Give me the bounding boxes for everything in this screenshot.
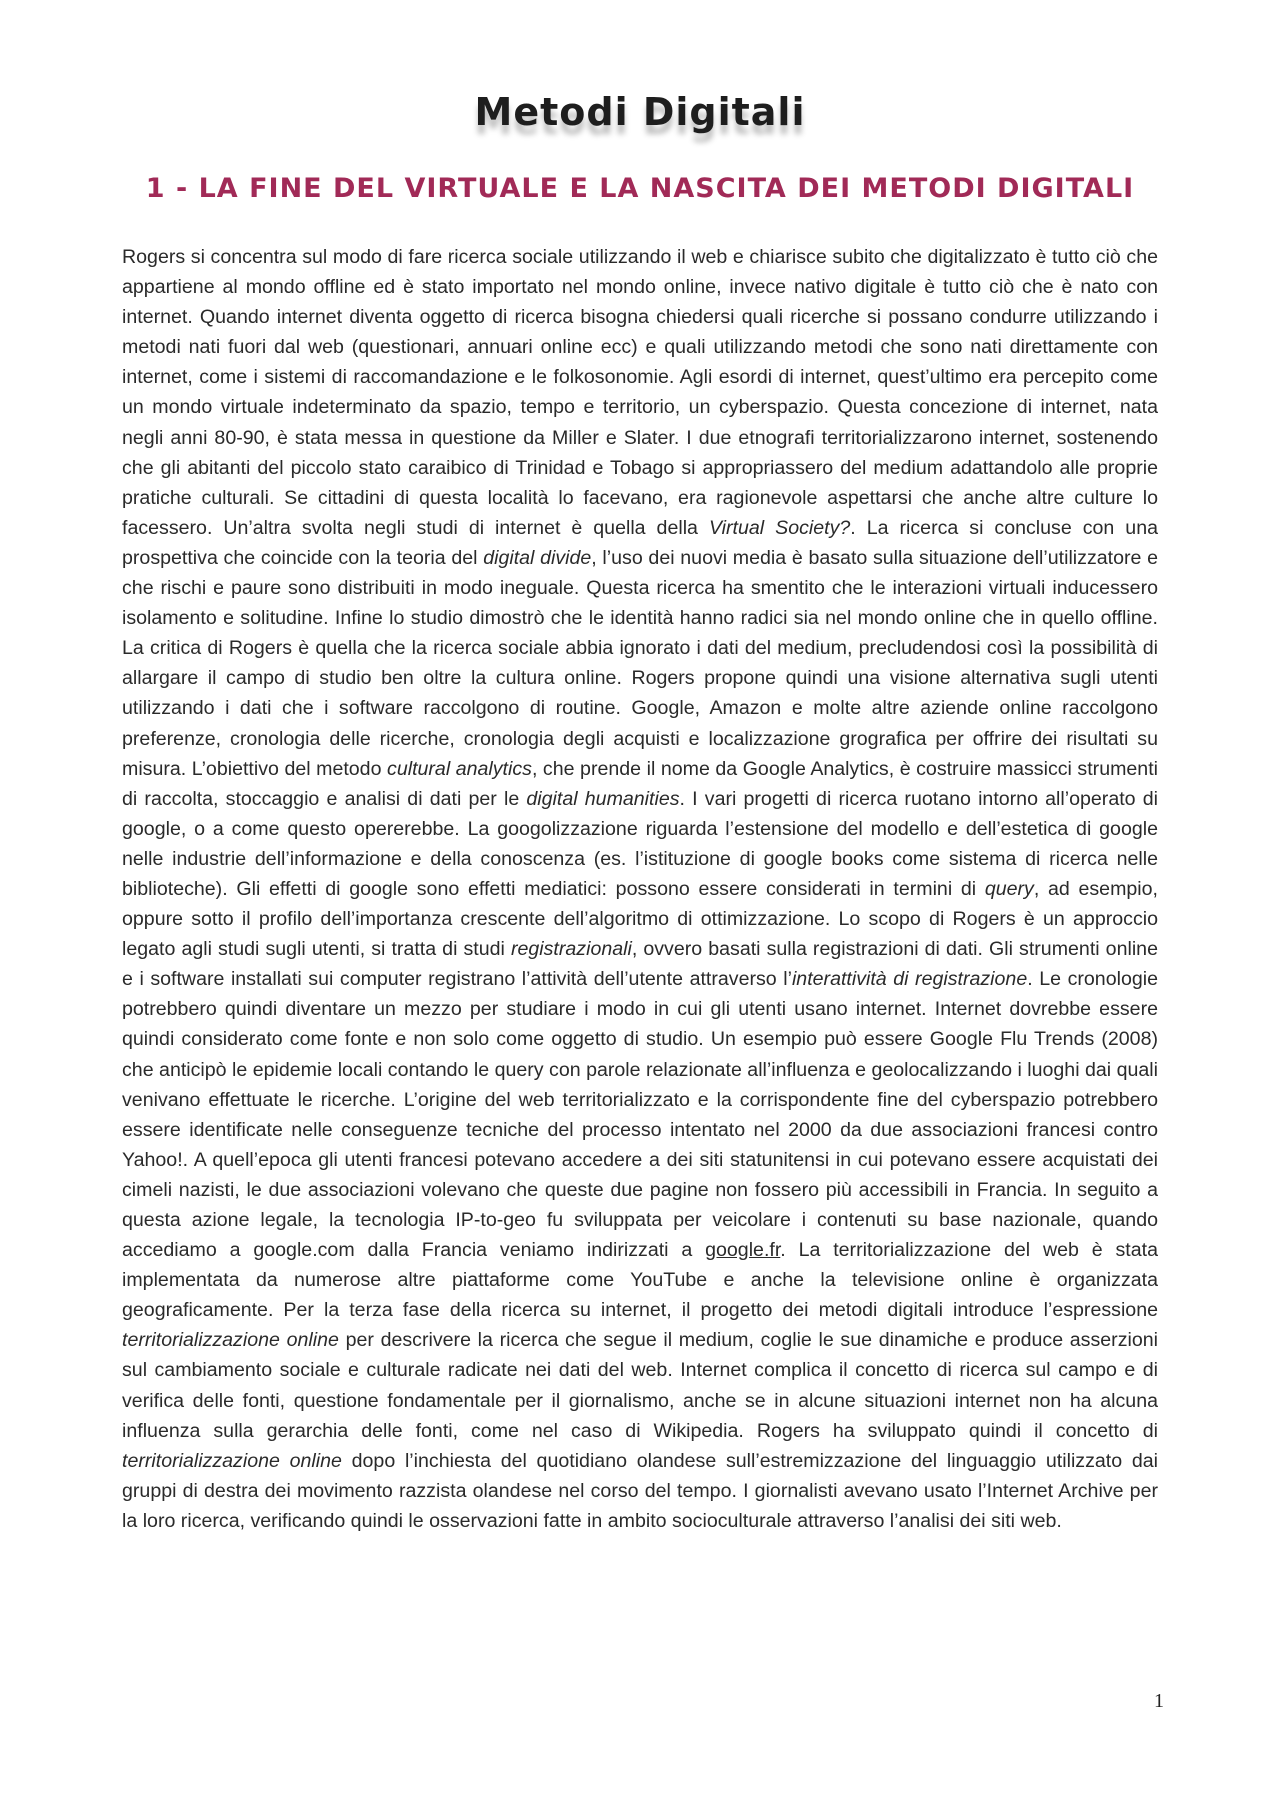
- italic-term: territorializzazione online: [122, 1329, 339, 1352]
- italic-term: digital divide: [483, 546, 592, 569]
- italic-term: interattività di registrazione: [791, 968, 1028, 991]
- italic-term: digital humanities: [526, 787, 680, 810]
- body-text-run: . Le cronologie potrebbero quindi diventare un mezzo per studiare i modo in cui gli utenti usano internet. Internet dovrebbe essere quindi considerato come fonte e non solo come oggetto di studio. Un esempio può essere Google Flu Trends (2008) che anticipò le epidemie locali contando le query con parole relazionate all’influenza e geolocalizzando i luoghi dai quali venivano effettuate le ricerche. L’origine del web territorializzato e la corrispondente fine del cyberspazio potrebbero essere identificate nelle conseguenze tecniche del processo intentato nel 2000 da due associazioni francesi contro Yahoo!. A quell’epoca gli utenti francesi potevano accedere a dei siti statunitensi in cui potevano essere acquistati dei cimeli nazisti, le due associazioni volevano che queste due pagine non fossero più accessibili in Francia. In seguito a questa azione legale, la tecnologia IP-to-geo fu sviluppata per veicolare i contenuti su base nazionale, quando accediamo a google.com dalla Francia veniamo indirizzati a: [122, 968, 1158, 1262]
- italic-term: query: [984, 877, 1034, 900]
- body-text-run: . La territorializzazione del web è stata implementata da numerose altre piattaforme come YouTube e anche la televisione online è organizzata geograficamente. Per la terza fase della ricerca su internet, il progetto dei metodi digitali introduce l’espressione: [122, 1239, 1158, 1322]
- body-text-run: , l’uso dei nuovi media è basato sulla situazione dell’utilizzatore e che rischi e paure sono distribuiti in modo ineguale. Questa ricerca ha smentito che le interazioni virtuali inducessero isolamento e solitudine. Infine lo studio dimostrò che le identità hanno radici sia nel mondo online che in quello offline. La critica di Rogers è quella che la ricerca sociale abbia ignorato i dati del medium, precludendosi così la possibilità di allargare il campo di studio ben oltre la cultura online. Rogers propone quindi una visione alternativa sugli utenti utilizzando i dati che i software raccolgono di routine. Google, Amazon e molte altre aziende online raccolgono preferenze, cronologia delle ricerche, cronologia degli acquisti e localizzazione grografica per offrire dei risultati su misura. L’obiettivo del metodo: [122, 546, 1158, 780]
- body-text-run: , che prende il nome da Google Analytics, è costruire massicci strumenti di raccolta, stoccaggio e analisi di dati per le: [122, 757, 1159, 810]
- body-text-run: . La ricerca si concluse con una prospettiva che coincide con la teoria del: [122, 516, 1158, 569]
- italic-term: Virtual Society?: [708, 516, 851, 539]
- body-text-run: , ad esempio, oppure sotto il profilo dell’importanza crescente dell’algoritmo di ottimizzazione. Lo scopo di Rogers è un approccio legato agli studi sugli utenti, si tratta di studi: [122, 877, 1158, 961]
- body-text-run: Rogers si concentra sul modo di fare ricerca sociale utilizzando il web e chiarisce subito che digitalizzato è tutto ciò che appartiene al mondo offline ed è stato importato nel mondo online, invece nativo digitale è tutto ciò che è nato con internet. Quando internet diventa oggetto di ricerca bisogna chiedersi quali ricerche si possano condurre utilizzando i metodi nati fuori dal web (questionari, annuari online ecc) e quali utilizzando metodi che sono nati direttamente con internet, come i sistemi di raccomandazione e le folkosonomie. Agli esordi di internet, quest’ultimo era percepito come un mondo virtuale indeterminato da spazio, tempo e territorio, un cyberspazio. Questa concezione di internet, nata negli anni 80-90, è stata messa in questione da Miller e Slater. I due etnografi territorializzarono internet, sostenendo che gli abitanti del piccolo stato caraibico di Trinidad e Tobago si appropriassero del medium adattandolo alle proprie pratiche culturali. Se cittadini di questa località lo facevano, era ragionevole aspettarsi che anche altre culture lo facessero. Un’altra svolta negli studi di internet è quella della: [122, 246, 1158, 539]
- page-number: 1: [1154, 1690, 1164, 1712]
- body-text-run: . I vari progetti di ricerca ruotano intorno all’operato di google, o a come questo opererebbe. La googolizzazione riguarda l’estensione del modello e dell’estetica di google nelle industrie dell’informazione e della conoscenza (es. l’istituzione di google books come sistema di ricerca nelle biblioteche). Gli effetti di google sono effetti mediatici: possono essere considerati in termini di: [122, 787, 1158, 900]
- google-fr-link[interactable]: google.fr: [705, 1239, 781, 1262]
- body-paragraph: [122, 242, 1158, 1536]
- body-text-run: , ovvero basati sulla registrazioni di dati. Gli strumenti online e i software installati sui computer registrano l’attività dell’utente attraverso l’: [122, 938, 1158, 991]
- section-heading: 1 - LA FINE DEL VIRTUALE E LA NASCITA DEI METODI DIGITALI: [145, 173, 1135, 204]
- body-text-run: dopo l’inchiesta del quotidiano olandese sull’estremizzazione del linguaggio utilizzato dai gruppi di destra dei movimento razzista olandese nel corso del tempo. I giornalisti avevano usato l’Internet Archive per la loro ricerca, verificando quindi le osservazioni fatte in ambito socioculturale attraverso l’analisi dei siti web.: [122, 1449, 1158, 1532]
- document-title: Metodi Digitali: [474, 90, 806, 134]
- italic-term: cultural analytics: [387, 757, 532, 780]
- italic-term: registrazionali: [510, 938, 632, 961]
- italic-term: territorializzazione online: [122, 1449, 342, 1472]
- body-text-run: per descrivere la ricerca che segue il medium, coglie le sue dinamiche e produce asserzioni sul cambiamento sociale e culturale radicate nei dati del web. Internet complica il concetto di ricerca sul campo e di verifica delle fonti, questione fondamentale per il giornalismo, anche se in alcune situazioni internet non ha alcuna influenza sulla gerarchia delle fonti, come nel caso di Wikipedia. Rogers ha sviluppato quindi il concetto di: [122, 1329, 1158, 1442]
